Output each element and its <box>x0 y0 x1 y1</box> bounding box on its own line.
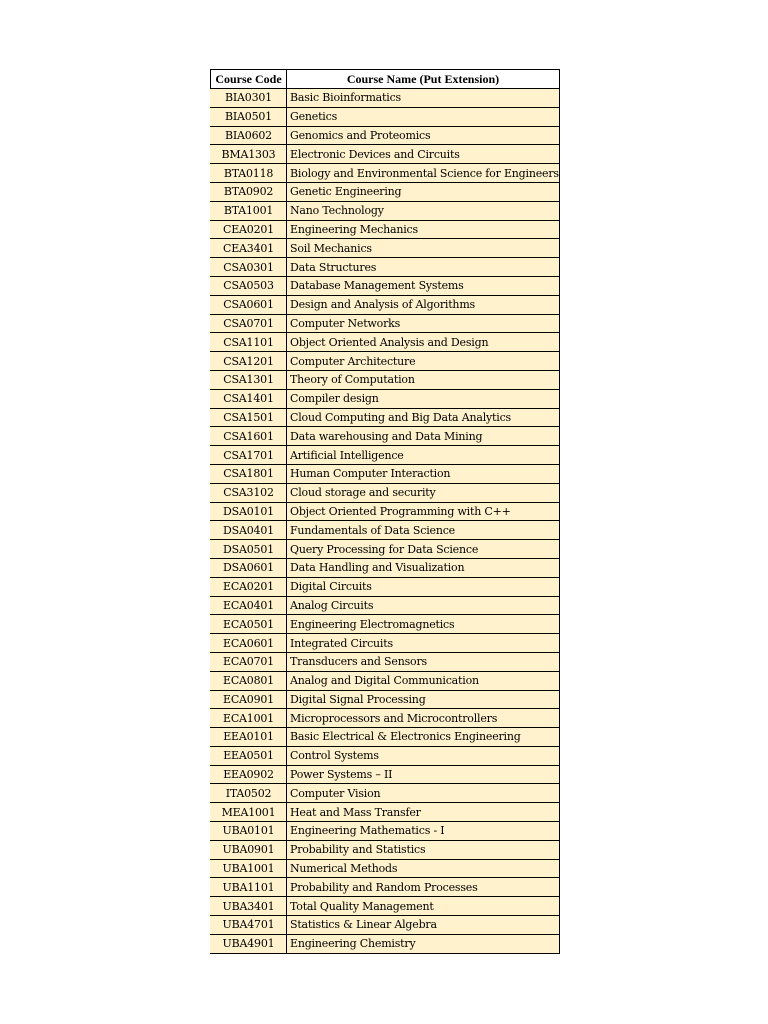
course-name-cell: Genetic Engineering <box>287 182 560 201</box>
course-name-cell: Probability and Random Processes <box>287 878 560 897</box>
course-name-cell: Heat and Mass Transfer <box>287 803 560 822</box>
table-row <box>211 370 560 389</box>
course-code-cell: DSA0401 <box>211 521 287 540</box>
course-name-cell: Data Handling and Visualization <box>287 558 560 577</box>
course-code-cell: BIA0602 <box>211 126 287 145</box>
course-code-cell: UBA1001 <box>211 859 287 878</box>
course-name-cell: Probability and Statistics <box>287 840 560 859</box>
table-row <box>211 107 560 126</box>
course-name-cell: Genetics <box>287 107 560 126</box>
course-name-cell: Design and Analysis of Algorithms <box>287 295 560 314</box>
table-row <box>211 540 560 559</box>
table-row <box>211 934 560 953</box>
table-row <box>211 558 560 577</box>
course-name-cell: Compiler design <box>287 389 560 408</box>
table-row <box>211 89 560 108</box>
course-name-cell: Engineering Electromagnetics <box>287 615 560 634</box>
course-code-cell: UBA3401 <box>211 897 287 916</box>
course-code-cell: ECA0901 <box>211 690 287 709</box>
course-code-cell: DSA0501 <box>211 540 287 559</box>
course-name-cell: Nano Technology <box>287 201 560 220</box>
course-code-cell: ECA0601 <box>211 634 287 653</box>
table-row <box>211 502 560 521</box>
course-code-cell: CSA1501 <box>211 408 287 427</box>
course-name-cell: Basic Bioinformatics <box>287 89 560 108</box>
course-code-cell: CSA1701 <box>211 446 287 465</box>
table-row <box>211 840 560 859</box>
course-name-cell: Query Processing for Data Science <box>287 540 560 559</box>
course-code-cell: CSA1301 <box>211 370 287 389</box>
table-row <box>211 577 560 596</box>
course-code-cell: UBA0101 <box>211 822 287 841</box>
table-row <box>211 709 560 728</box>
course-code-cell: CSA0301 <box>211 258 287 277</box>
table-row <box>211 164 560 183</box>
course-code-cell: ECA0201 <box>211 577 287 596</box>
table-header <box>211 70 560 89</box>
course-name-cell: Data Structures <box>287 258 560 277</box>
course-name-cell: Electronic Devices and Circuits <box>287 145 560 164</box>
course-table <box>210 69 560 954</box>
course-name-cell: Power Systems – II <box>287 765 560 784</box>
course-name-cell: Microprocessors and Microcontrollers <box>287 709 560 728</box>
course-name-cell: Database Management Systems <box>287 276 560 295</box>
course-name-cell: Numerical Methods <box>287 859 560 878</box>
table-row <box>211 276 560 295</box>
course-name-cell: Analog and Digital Communication <box>287 671 560 690</box>
course-code-cell: CSA1101 <box>211 333 287 352</box>
course-name-cell: Artificial Intelligence <box>287 446 560 465</box>
course-name-cell: Total Quality Management <box>287 897 560 916</box>
table-row <box>211 596 560 615</box>
course-name-cell: Object Oriented Programming with C++ <box>287 502 560 521</box>
table-row <box>211 916 560 935</box>
table-row <box>211 464 560 483</box>
course-code-cell: EEA0101 <box>211 728 287 747</box>
course-code-cell: EEA0902 <box>211 765 287 784</box>
course-code-cell: CSA3102 <box>211 483 287 502</box>
course-name-cell: Human Computer Interaction <box>287 464 560 483</box>
course-name-cell: Integrated Circuits <box>287 634 560 653</box>
table-row <box>211 408 560 427</box>
course-name-cell: Engineering Mathematics - I <box>287 822 560 841</box>
table-row <box>211 615 560 634</box>
course-code-cell: EEA0501 <box>211 746 287 765</box>
course-name-cell: Engineering Mechanics <box>287 220 560 239</box>
course-code-cell: CSA0701 <box>211 314 287 333</box>
header-row <box>211 70 560 89</box>
table-row <box>211 201 560 220</box>
course-code-cell: ECA0501 <box>211 615 287 634</box>
course-code-cell: BMA1303 <box>211 145 287 164</box>
table-row <box>211 258 560 277</box>
course-name-cell: Fundamentals of Data Science <box>287 521 560 540</box>
course-name-cell: Analog Circuits <box>287 596 560 615</box>
table-row <box>211 784 560 803</box>
course-code-cell: DSA0101 <box>211 502 287 521</box>
course-name-cell: Computer Networks <box>287 314 560 333</box>
course-code-cell: CSA1801 <box>211 464 287 483</box>
course-code-cell: ITA0502 <box>211 784 287 803</box>
table-row <box>211 483 560 502</box>
course-code-cell: ECA0701 <box>211 652 287 671</box>
course-code-cell: UBA4701 <box>211 916 287 935</box>
table-row <box>211 897 560 916</box>
table-row <box>211 427 560 446</box>
course-code-cell: UBA0901 <box>211 840 287 859</box>
course-name-cell: Genomics and Proteomics <box>287 126 560 145</box>
course-name-header: Course Name (Put Extension) <box>287 70 560 89</box>
course-name-cell: Cloud Computing and Big Data Analytics <box>287 408 560 427</box>
table-row <box>211 182 560 201</box>
course-name-cell: Engineering Chemistry <box>287 934 560 953</box>
table-row <box>211 822 560 841</box>
table-row <box>211 352 560 371</box>
table-row <box>211 652 560 671</box>
table-row <box>211 295 560 314</box>
course-code-cell: CSA1401 <box>211 389 287 408</box>
course-name-cell: Soil Mechanics <box>287 239 560 258</box>
table-row <box>211 446 560 465</box>
course-code-cell: BIA0501 <box>211 107 287 126</box>
table-row <box>211 521 560 540</box>
course-code-cell: CEA3401 <box>211 239 287 258</box>
table-row <box>211 239 560 258</box>
course-name-cell: Object Oriented Analysis and Design <box>287 333 560 352</box>
course-code-cell: BIA0301 <box>211 89 287 108</box>
course-name-cell: Computer Vision <box>287 784 560 803</box>
table-row <box>211 746 560 765</box>
course-name-cell: Transducers and Sensors <box>287 652 560 671</box>
table-row <box>211 634 560 653</box>
table-row <box>211 803 560 822</box>
table-row <box>211 728 560 747</box>
course-code-cell: CEA0201 <box>211 220 287 239</box>
table-body <box>211 89 560 954</box>
table-row <box>211 220 560 239</box>
course-code-cell: CSA1601 <box>211 427 287 446</box>
course-name-cell: Basic Electrical & Electronics Engineering <box>287 728 560 747</box>
course-code-cell: UBA4901 <box>211 934 287 953</box>
course-name-cell: Digital Signal Processing <box>287 690 560 709</box>
course-name-cell: Biology and Environmental Science for Engineers <box>287 164 560 183</box>
table-row <box>211 690 560 709</box>
course-code-cell: ECA0801 <box>211 671 287 690</box>
course-name-cell: Computer Architecture <box>287 352 560 371</box>
course-code-cell: CSA0601 <box>211 295 287 314</box>
course-code-cell: MEA1001 <box>211 803 287 822</box>
course-name-cell: Control Systems <box>287 746 560 765</box>
table-row <box>211 145 560 164</box>
course-code-cell: CSA0503 <box>211 276 287 295</box>
table-row <box>211 765 560 784</box>
course-code-cell: BTA1001 <box>211 201 287 220</box>
table-row <box>211 878 560 897</box>
course-name-cell: Cloud storage and security <box>287 483 560 502</box>
course-name-cell: Data warehousing and Data Mining <box>287 427 560 446</box>
course-code-cell: BTA0118 <box>211 164 287 183</box>
course-name-cell: Theory of Computation <box>287 370 560 389</box>
table-row <box>211 389 560 408</box>
table-row <box>211 333 560 352</box>
course-code-cell: UBA1101 <box>211 878 287 897</box>
course-name-cell: Digital Circuits <box>287 577 560 596</box>
course-code-cell: DSA0601 <box>211 558 287 577</box>
course-code-cell: ECA0401 <box>211 596 287 615</box>
course-code-cell: BTA0902 <box>211 182 287 201</box>
table-row <box>211 859 560 878</box>
table-row <box>211 126 560 145</box>
course-code-cell: CSA1201 <box>211 352 287 371</box>
table-row <box>211 671 560 690</box>
table-row <box>211 314 560 333</box>
course-name-cell: Statistics & Linear Algebra <box>287 916 560 935</box>
course-code-cell: ECA1001 <box>211 709 287 728</box>
course-code-header: Course Code <box>211 70 287 89</box>
